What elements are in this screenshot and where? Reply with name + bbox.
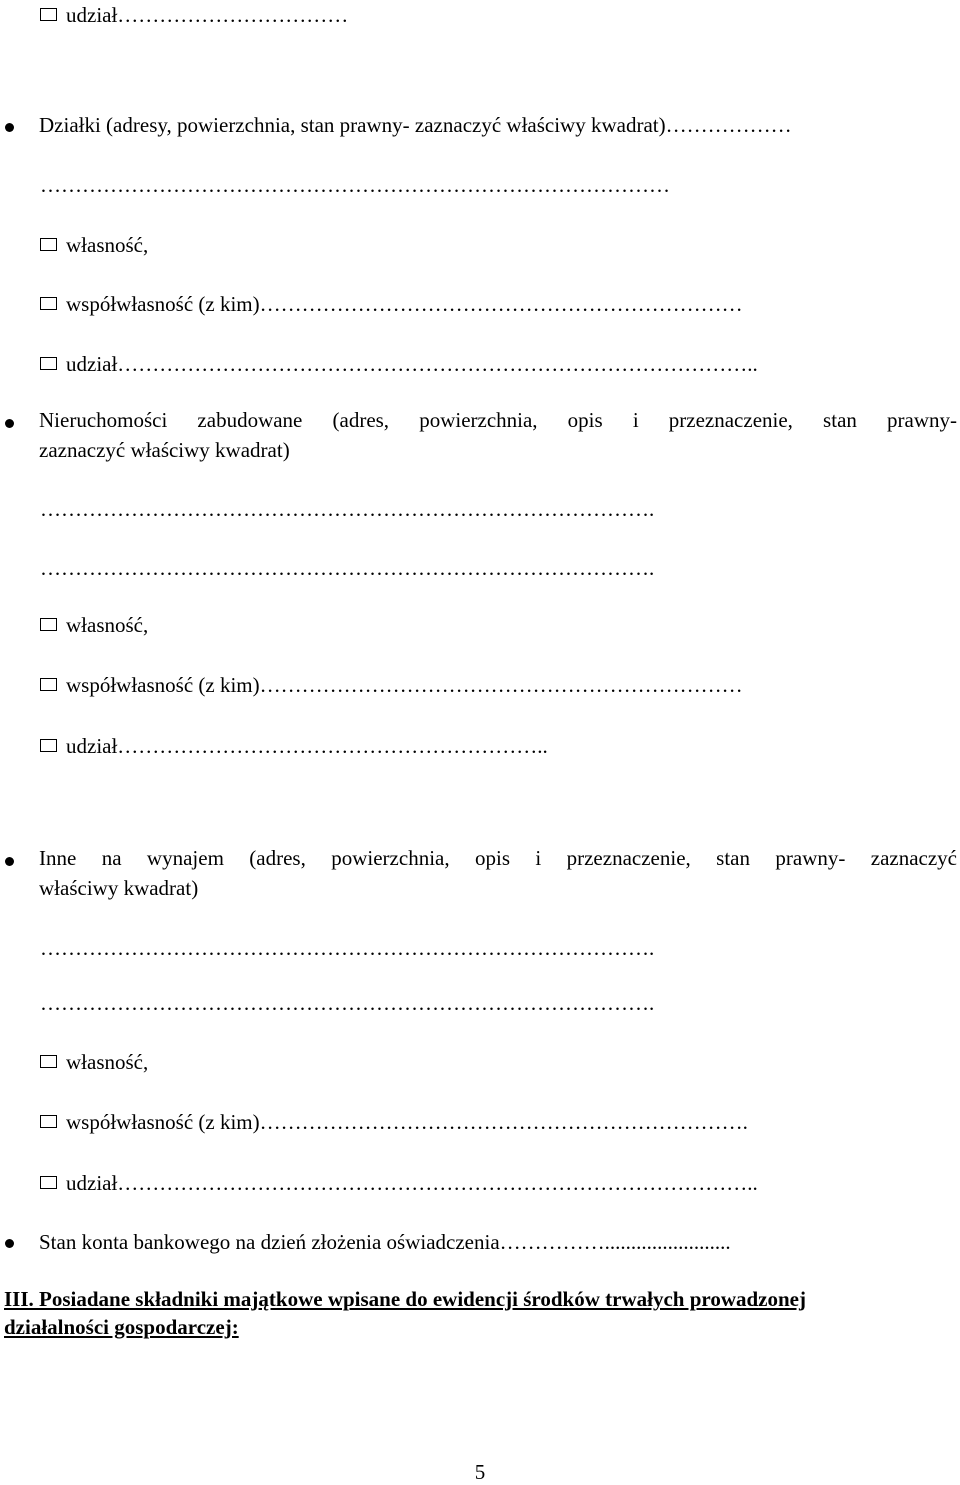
udzial-label: udział…………………………………………………….. [66, 734, 548, 758]
nieruchomosci-label-line2: zaznaczyć właściwy kwadrat) [39, 438, 290, 462]
bullet-icon [5, 857, 14, 866]
konto-label: Stan konta bankowego na dzień złożenia oświadczenia……………........................ [39, 1230, 731, 1254]
udzial-checkbox-row-top [40, 2, 348, 28]
dotted-line: ……………………………………………………………………………… [40, 173, 670, 197]
udzial-checkbox-row [40, 351, 758, 377]
wlasnosc-label: własność, [66, 233, 149, 257]
checkbox[interactable] [40, 1055, 57, 1068]
wlasnosc-checkbox-row [40, 1049, 148, 1075]
wspolwlasnosc-checkbox-row [40, 672, 743, 698]
wlasnosc-checkbox-row [40, 232, 148, 258]
wlasnosc-label: własność, [66, 1050, 149, 1074]
checkbox[interactable] [40, 1115, 57, 1128]
dzialki-label: Działki (adresy, powierzchnia, stan prawny- zaznaczyć właściwy kwadrat)……………… [39, 113, 792, 137]
inne-label-line1: Inne na wynajem (adres, powierzchnia, opis i przeznaczenie, stan prawny- zaznaczyć [39, 846, 957, 870]
bullet-icon [5, 1239, 14, 1248]
wspolwlasnosc-checkbox-row [40, 291, 743, 317]
dotted-line: ……………………………………………………………………………. [40, 991, 655, 1015]
checkbox[interactable] [40, 618, 57, 631]
wspolwlasnosc-label: współwłasność (z kim)…………………………………………………………… [66, 673, 743, 697]
checkbox[interactable] [40, 238, 57, 251]
page-number: 5 [474, 1460, 486, 1484]
wspolwlasnosc-label: współwłasność (z kim)…………………………………………………………… [66, 292, 743, 316]
dotted-line: ……………………………………………………………………………. [40, 556, 655, 580]
dotted-line: ……………………………………………………………………………. [40, 936, 655, 960]
udzial-checkbox-row [40, 733, 548, 759]
udzial-label: udział……………………………………………………………………………….. [66, 352, 758, 376]
udzial-label: udział……………………………………………………………………………….. [66, 1171, 758, 1195]
dotted-line: ……………………………………………………………………………. [40, 497, 655, 521]
udzial-label: udział…………………………… [66, 3, 349, 27]
checkbox[interactable] [40, 8, 57, 21]
section-heading-line2: działalności gospodarczej: [4, 1315, 239, 1339]
section-heading-line1: III. Posiadane składniki majątkowe wpisane do ewidencji środków trwałych prowadzonej [4, 1287, 806, 1311]
wlasnosc-checkbox-row [40, 612, 148, 638]
checkbox[interactable] [40, 357, 57, 370]
nieruchomosci-label-line1: Nieruchomości zabudowane (adres, powierzchnia, opis i przeznaczenie, stan prawny- [39, 408, 957, 432]
udzial-checkbox-row [40, 1170, 758, 1196]
bullet-icon [5, 123, 14, 132]
checkbox[interactable] [40, 1176, 57, 1189]
checkbox[interactable] [40, 297, 57, 310]
bullet-icon [5, 419, 14, 428]
wlasnosc-label: własność, [66, 613, 149, 637]
wspolwlasnosc-label: współwłasność (z kim)……………………………………………………………. [66, 1110, 748, 1134]
wspolwlasnosc-checkbox-row [40, 1109, 748, 1135]
checkbox[interactable] [40, 678, 57, 691]
inne-label-line2: właściwy kwadrat) [39, 876, 199, 900]
checkbox[interactable] [40, 739, 57, 752]
